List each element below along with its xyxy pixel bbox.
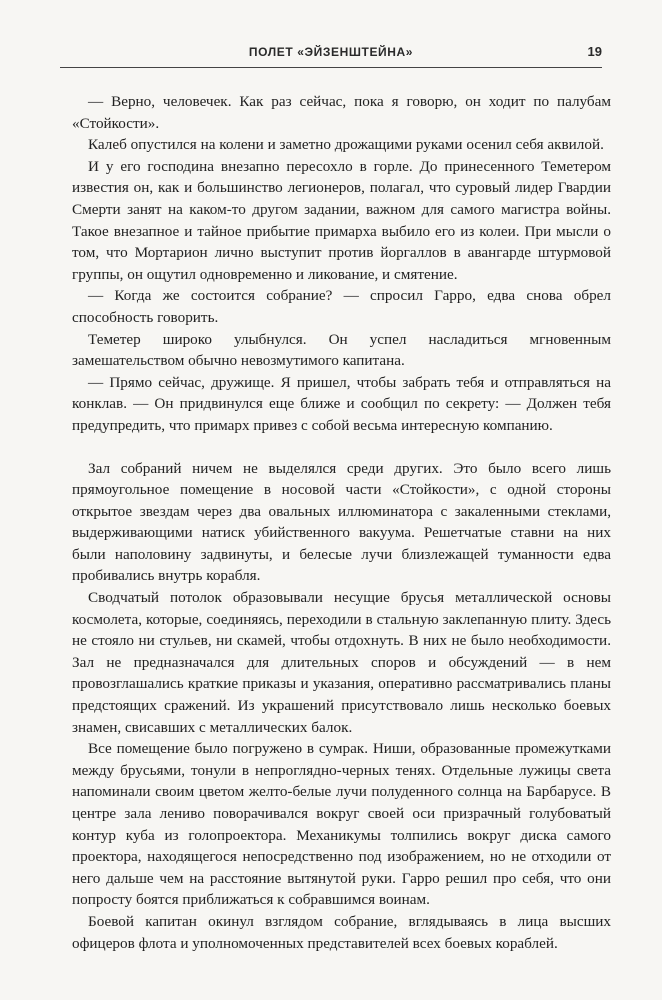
paragraph: Теметер широко улыбнулся. Он успел насладиться мгновенным замешательством обычно невозмутимого капитана. <box>72 330 611 370</box>
paragraph: Калеб опустился на колени и заметно дрожащими руками осенил себя аквилой. <box>88 136 604 154</box>
paragraph: — Когда же состоится собрание? — спросил Гарро, едва снова обрел способность говорить. <box>72 287 611 326</box>
paragraph: Все помещение было погружено в сумрак. Ниши, образованные промежутками между брусьями, тонули в непроглядно-черных тенях. Отдельные лужицы света напоминали своим цветом желто-белые лучи полуденного солнца на Барбарусе. В центре зала лениво поворачивался вокруг своей оси призрачный голубоватый контур куба из голопроектора. Механикумы толпились вокруг диска самого проектора, находящегося непосредственно под изображением, но не отходили от него дальше чем на расстояние вытянутой руки. Гарро решил про себя, что они попросту боятся приближаться к собравшимся воинам. <box>72 740 611 909</box>
running-header <box>60 44 602 59</box>
paragraph: Сводчатый потолок образовывали несущие брусья металлической основы космолета, которые, соединяясь, переходили в стальную заклепанную плиту. Здесь не стояло ни стульев, ни скамей, чтобы отдохнуть. В них не было необходимости. Зал не предназначался для длительных споров и обсуждений — в нем провозглашались краткие приказы и указания, оперативно рассматривались планы предстоящих сражений. Из украшений присутствовало лишь несколько боевых знамен, свисавших с металлических балок. <box>72 589 611 736</box>
paragraph: — Верно, человечек. Как раз сейчас, пока я говорю, он ходит по палубам «Стойкости». <box>72 93 611 132</box>
paragraph: Боевой капитан окинул взглядом собрание, вглядываясь в лица высших офицеров флота и уполномоченных представителей всех боевых кораблей. <box>72 912 611 952</box>
header-rule <box>60 67 602 68</box>
paragraph: Зал собраний ничем не выделялся среди других. Это было всего лишь прямоугольное помещение в носовой части «Стойкости», с одной стороны открытое звездам через два овальных иллюминатора с закаленными стеклами, выдерживающими натиск убийственного вакуума. Решетчатые ставни на них были наполовину задвинуты, и белесые лучи близлежащей туманности едва пробивались внутрь корабля. <box>72 459 611 585</box>
paragraph: И у его господина внезапно пересохло в горле. До принесенного Теметером известия он, как и большинство легионеров, полагал, что суровый лидер Гвардии Смерти занят на каком-то другом задании, важном для самого магистра войны. Такое внезапное и тайное прибытие примарха выбило его из колеи. При мысли о том, что Мортарион лично выступит против йоргаллов в авангарде штурмовой группы, он ощутил одновременно и ликование, и смятение. <box>72 157 611 283</box>
page-number: 19 <box>587 44 602 59</box>
body-text <box>72 91 611 954</box>
running-title: ПОЛЕТ «ЭЙЗЕНШТЕЙНА» <box>248 45 414 59</box>
paragraph: — Прямо сейчас, дружище. Я пришел, чтобы забрать тебя и отправляться на конклав. — Он придвинулся еще ближе и сообщил по секрету: — Должен тебя предупредить, что примарх привез с собой весьма интересную компанию. <box>72 373 611 434</box>
